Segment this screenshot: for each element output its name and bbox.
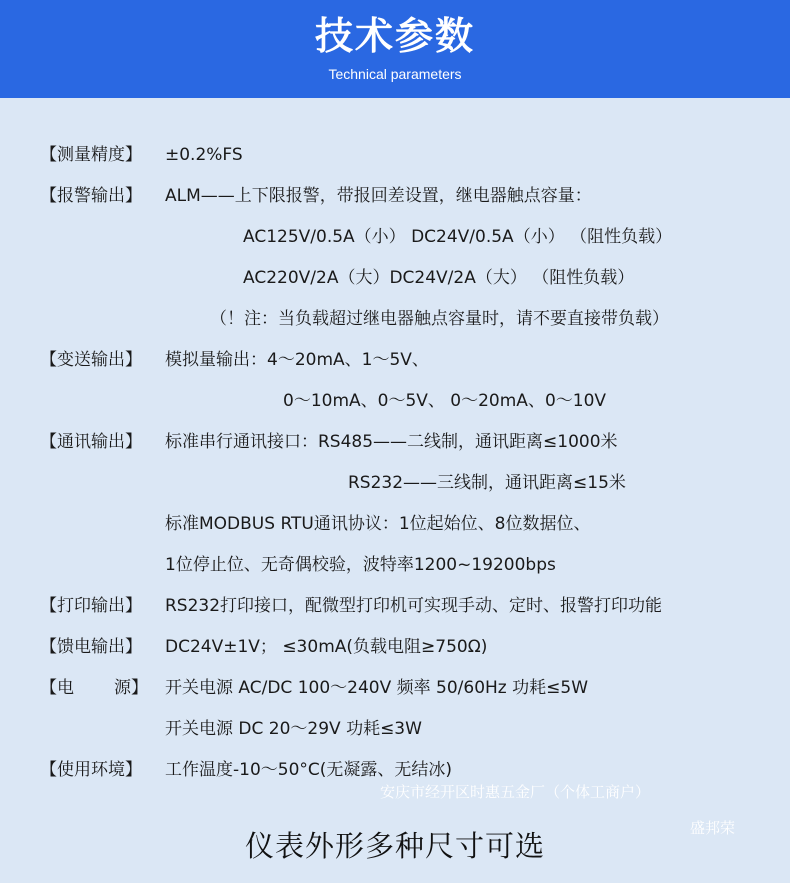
transmit-line-2: 0～10mA、0～5V、 0～20mA、0～10V	[283, 391, 607, 411]
watermark-company: 安庆市经开区时惠五金厂（个体工商户）	[380, 783, 651, 801]
feed-label: 【馈电输出】	[40, 637, 142, 657]
comm-line-3: 标准MODBUS RTU通讯协议：1位起始位、8位数据位、	[165, 514, 591, 534]
alarm-line-3: AC220V/2A（大）DC24V/2A（大） （阻性负载）	[243, 268, 635, 288]
comm-line-2: RS232——三线制，通讯距离≤15米	[348, 473, 626, 493]
comm-line-1: 标准串行通讯接口：RS485——二线制，通讯距离≤1000米	[165, 432, 618, 452]
comm-label: 【通讯输出】	[40, 432, 142, 452]
power-label	[40, 676, 148, 700]
transmit-line-1: 模拟量输出：4～20mA、1～5V、	[165, 350, 429, 370]
environment-label: 【使用环境】	[40, 760, 142, 780]
alarm-line-1: ALM——上下限报警，带报回差设置，继电器触点容量：	[165, 186, 592, 206]
accuracy-value: ±0.2%FS	[165, 145, 243, 165]
alarm-note: （！注：当负载超过继电器触点容量时，请不要直接带负载）	[210, 309, 669, 329]
power-line-2: 开关电源 DC 20～29V 功耗≤3W	[165, 719, 422, 739]
header-banner	[0, 0, 790, 98]
accuracy-label: 【测量精度】	[40, 145, 142, 165]
environment-value: 工作温度-10～50°C(无凝露、无结冰)	[165, 760, 453, 780]
print-label: 【打印输出】	[40, 596, 142, 616]
print-value: RS232打印接口，配微型打印机可实现手动、定时、报警打印功能	[165, 596, 663, 616]
feed-value: DC24V±1V； ≤30mA(负载电阻≥750Ω)	[165, 637, 488, 657]
power-label-close: 源】	[114, 678, 148, 698]
page-subtitle: Technical parameters	[328, 66, 462, 82]
alarm-label: 【报警输出】	[40, 186, 142, 206]
alarm-line-2: AC125V/0.5A（小） DC24V/0.5A（小） （阻性负载）	[243, 227, 673, 247]
power-line-1: 开关电源 AC/DC 100～240V 频率 50/60Hz 功耗≤5W	[165, 678, 588, 698]
comm-line-4: 1位停止位、无奇偶校验，波特率1200~19200bps	[165, 555, 556, 575]
footer-caption: 仪表外形多种尺寸可选	[244, 829, 545, 863]
transmit-label: 【变送输出】	[40, 350, 142, 370]
power-label-open: 【电	[40, 678, 74, 698]
page-title: 技术参数	[314, 14, 475, 58]
watermark-name: 盛邦荣	[690, 819, 736, 837]
